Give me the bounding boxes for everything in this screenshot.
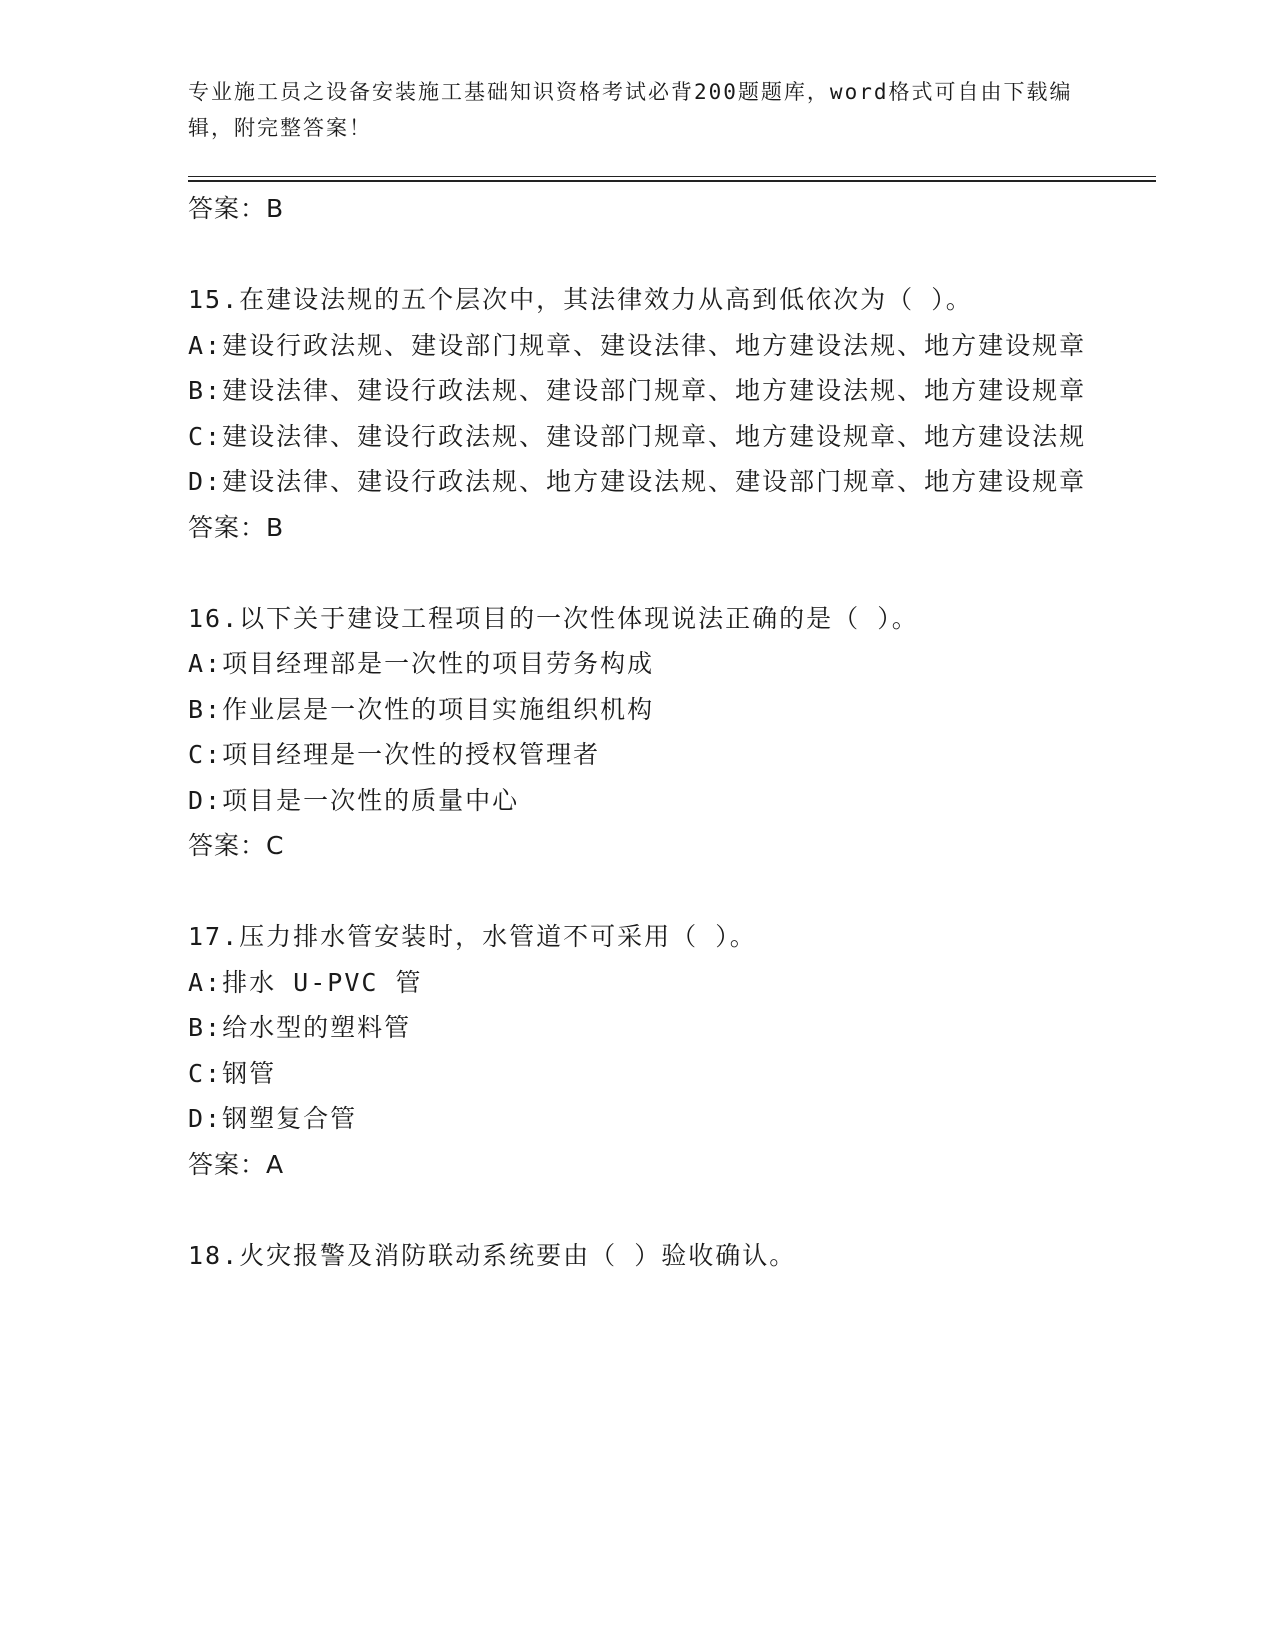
answer-value: B (266, 194, 285, 223)
question-stem (188, 1233, 1088, 1279)
question-number: 16. (188, 603, 240, 633)
answer-value: C (266, 831, 285, 860)
option-c (188, 414, 1088, 460)
answer-label: 答案： (188, 1149, 267, 1179)
question-18 (188, 1233, 1088, 1279)
option-c (188, 732, 1088, 778)
document-header: 专业施工员之设备安装施工基础知识资格考试必背200题题库，word格式可自由下载编辑，附完整答案！ (188, 80, 1073, 140)
option-key: B: (188, 1013, 223, 1042)
option-text: 建设法律、建设行政法规、建设部门规章、地方建设规章、地方建设法规 (222, 421, 1087, 451)
option-text: 给水型的塑料管 (222, 1013, 412, 1042)
option-key: B: (188, 376, 223, 405)
option-b (188, 687, 1088, 733)
option-text: 排水 U-PVC 管 (222, 967, 423, 997)
answer-label: 答案： (188, 512, 267, 542)
answer-line (188, 823, 1088, 869)
option-key: B: (188, 694, 223, 724)
option-c (188, 1051, 1088, 1097)
option-d (188, 1096, 1088, 1142)
option-key: D: (188, 785, 223, 815)
question-stem (188, 914, 1088, 960)
option-b (188, 368, 1088, 414)
option-text: 项目经理部是一次性的项目劳务构成 (222, 649, 655, 678)
question-16 (188, 596, 1088, 869)
answer-line (188, 505, 1088, 551)
question-15 (188, 277, 1088, 550)
question-17 (188, 914, 1088, 1187)
question-text: 以下关于建设工程项目的一次性体现说法正确的是（ ）。 (239, 603, 919, 633)
option-key: C: (188, 421, 223, 451)
question-number: 17. (188, 922, 240, 951)
option-text: 建设行政法规、建设部门规章、建设法律、地方建设法规、地方建设规章 (222, 330, 1087, 360)
option-b (188, 1005, 1088, 1051)
answer-label: 答案： (188, 831, 267, 860)
option-key: D: (188, 1104, 223, 1133)
option-key: C: (188, 1058, 223, 1088)
option-text: 钢塑复合管 (222, 1104, 358, 1133)
option-key: D: (188, 467, 223, 496)
option-a (188, 641, 1088, 687)
answer-value: A (266, 1149, 285, 1179)
option-key: C: (188, 740, 223, 769)
document-body (188, 186, 1088, 1278)
header-divider-thin (188, 176, 1156, 177)
option-text: 钢管 (222, 1058, 277, 1088)
question-text: 在建设法规的五个层次中，其法律效力从高到低依次为（ ）。 (239, 285, 973, 314)
option-text: 建设法律、建设行政法规、建设部门规章、地方建设法规、地方建设规章 (222, 376, 1087, 405)
question-text: 压力排水管安装时，水管道不可采用（ ）。 (239, 922, 757, 951)
question-number: 15. (188, 285, 240, 314)
question-number: 18. (188, 1240, 240, 1270)
answer-value: B (266, 512, 285, 542)
option-d (188, 459, 1088, 505)
option-key: A: (188, 649, 223, 678)
option-a (188, 323, 1088, 369)
option-text: 项目是一次性的质量中心 (222, 785, 520, 815)
answer-label: 答案： (188, 194, 267, 223)
header-divider-thick (188, 180, 1156, 182)
answer-line (188, 186, 1088, 232)
option-text: 建设法律、建设行政法规、地方建设法规、建设部门规章、地方建设规章 (222, 467, 1087, 496)
option-a (188, 960, 1088, 1006)
question-stem (188, 277, 1088, 323)
question-stem (188, 596, 1088, 642)
option-d (188, 778, 1088, 824)
option-text: 项目经理是一次性的授权管理者 (222, 740, 601, 769)
option-key: A: (188, 967, 223, 997)
question-text: 火灾报警及消防联动系统要由（ ）验收确认。 (239, 1240, 797, 1270)
answer-line (188, 1142, 1088, 1188)
option-key: A: (188, 330, 223, 360)
option-text: 作业层是一次性的项目实施组织机构 (222, 694, 655, 724)
